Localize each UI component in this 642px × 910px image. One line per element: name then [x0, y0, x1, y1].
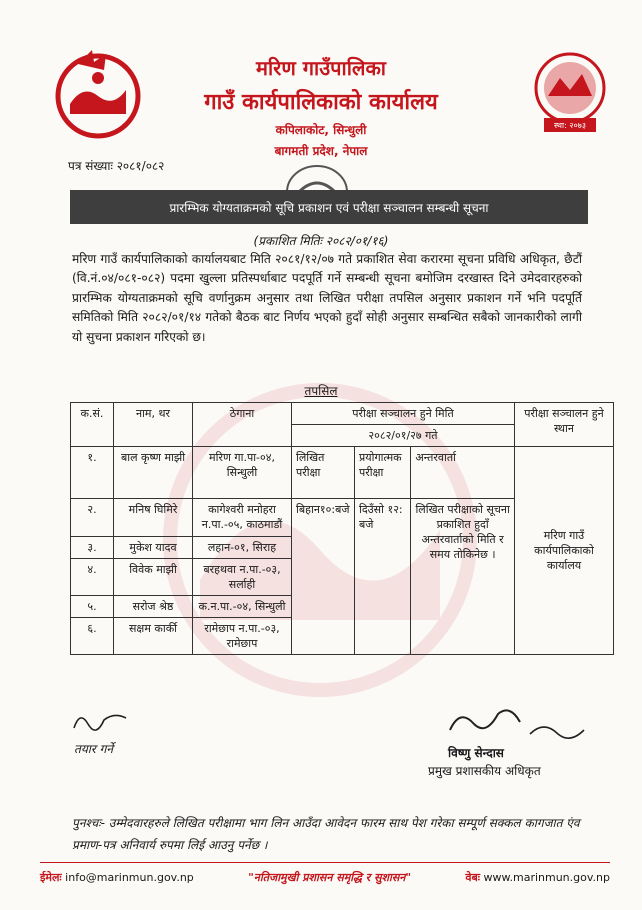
right-logo-year: स्था: २०७३	[553, 121, 586, 130]
web-label: वेबः	[465, 871, 481, 884]
postscript-note: पुनश्चः- उम्मेदवारहरुले लिखित परीक्षामा भाग लिन आउँदा आवेदन फारम साथ पेश गरेका सम्पूर्ण सक्कल कागजात एंव प्रमाण-पत्र अनिवार्य रुपमा लिई आउनु पर्नेछ ।	[72, 816, 580, 852]
row-address: मरिण गा.पा-०४, सिन्धुली	[193, 447, 292, 499]
header-municipality-name: मरिण गाउँपालिका	[256, 56, 386, 80]
footer-divider	[40, 862, 610, 863]
row-sn: ५.	[71, 596, 114, 618]
row-name: बाल कृष्ण माझी	[114, 447, 193, 499]
row-address: क.न.पा.-०४, सिन्धुली	[193, 596, 292, 618]
email-link[interactable]: info@marinmun.gov.np	[65, 871, 194, 884]
header-name: नाम, थर	[114, 403, 193, 447]
row-sn: १.	[71, 447, 114, 499]
footer-web	[465, 870, 610, 885]
officer-title: प्रमुख प्रशासकीय अधिकृत	[428, 764, 541, 778]
header-practical-exam: प्रयोगात्मक परीक्षा	[354, 447, 410, 499]
row-name: सरोज श्रेष्ठ	[114, 596, 193, 618]
header-office-name: गाउँ कार्यपालिकाको कार्यालय	[204, 90, 438, 115]
header-sn: क.सं.	[71, 403, 114, 447]
exam-venue: मरिण गाउँ कार्यपालिकाको कार्यालय	[515, 447, 614, 655]
header-exam-date-value: २०८२/०१/२७ गते	[292, 425, 515, 447]
row-sn: ६.	[71, 618, 114, 655]
row-address: रामेछाप न.पा.-०३, रामेछाप	[193, 618, 292, 655]
header-address: ठेगाना	[193, 403, 292, 447]
practical-exam-time: दिउँसो १२: बजे	[354, 499, 410, 655]
footer-email	[40, 870, 194, 885]
header-interview: अन्तरवार्ता	[411, 447, 515, 499]
row-name: विवेक माझी	[114, 559, 193, 596]
row-address: लहान-०१, सिराह	[193, 537, 292, 559]
row-name: सक्षम कार्की	[114, 618, 193, 655]
footer	[40, 870, 610, 885]
prepared-by-label: तयार गर्ने	[74, 742, 114, 756]
notice-body: मरिण गाउँ कार्यपालिकाको कार्यालयबाट मिति २०८१/१२/०७ गते प्रकाशित सेवा करारमा सूचना प्रविधि अधिकृत, छैटौं (वि.नं.०४/०८१-०८२) पदमा खुल्ला प्रतिस्पर्धाबाट पदपूर्ति गर्ने सम्बन्धी सूचना बमोजिम दरखास्त दिने उमेदवारहरुको प्रारम्भिक योग्यताक्रमको सूचि वर्णानुक्रम अनुसार तथा लिखित परीक्षा तपसिल अनुसार प्रकाशन गर्ने भनि पदपूर्ति समितिको मिति २०८२/०१/१४ गतेको बैठक बाट निर्णय भएको हुदाँ सोही अनुसार सम्बन्धित सबैको जानकारीको लागी यो सुचना प्रकाशन गरिएको छ।	[72, 252, 582, 344]
schedule-heading: तपसिल	[304, 384, 338, 398]
header-written-exam: लिखित परीक्षा	[292, 447, 355, 499]
row-name: मुकेश यादव	[114, 537, 193, 559]
candidate-schedule-table	[70, 402, 614, 655]
email-label: ईमेलः	[40, 871, 62, 884]
header-province: बागमती प्रदेश, नेपाल	[274, 144, 368, 158]
row-name: मनिष घिमिरे	[114, 499, 193, 537]
header-exam-date: परीक्षा सञ्चालन हुने मिति	[292, 403, 515, 425]
reference-number: पत्र संख्याः २०८१/०८२	[68, 159, 165, 173]
footer-slogan: "नतिजामुखी प्रशासन समृद्धि र सुशासन"	[248, 871, 412, 884]
notice-title-banner: प्रारम्भिक योग्यताक्रमको सूचि प्रकाशन एवं परीक्षा सञ्चालन सम्बन्धी सूचना	[70, 190, 588, 224]
row-sn: ३.	[71, 537, 114, 559]
interview-note: लिखित परीक्षाको सूचना प्रकाशित हुदाँ अन्तरवार्ताको मिति र समय तोकिनेछ ।	[411, 499, 515, 655]
row-sn: ४.	[71, 559, 114, 596]
officer-signature	[440, 700, 590, 750]
row-sn: २.	[71, 499, 114, 537]
preparer-signature	[70, 706, 130, 736]
header-location: कपिलाकोट, सिन्धुली	[275, 123, 367, 137]
written-exam-time: बिहान१०:बजे	[292, 499, 355, 655]
web-link[interactable]: www.marinmun.gov.np	[483, 871, 610, 884]
row-address: बरहथवा न.पा.-०३, सर्लाही	[193, 559, 292, 596]
published-date: (प्रकाशित मितिः २०८२/०१/१६)	[253, 234, 389, 248]
row-address: कागेश्वरी मनोहरा न.पा.-०५, काठमाडौं	[193, 499, 292, 537]
officer-name: विष्णु सेन्दास	[448, 746, 504, 760]
header-venue: परीक्षा सञ्चालन हुने स्थान	[515, 403, 614, 447]
